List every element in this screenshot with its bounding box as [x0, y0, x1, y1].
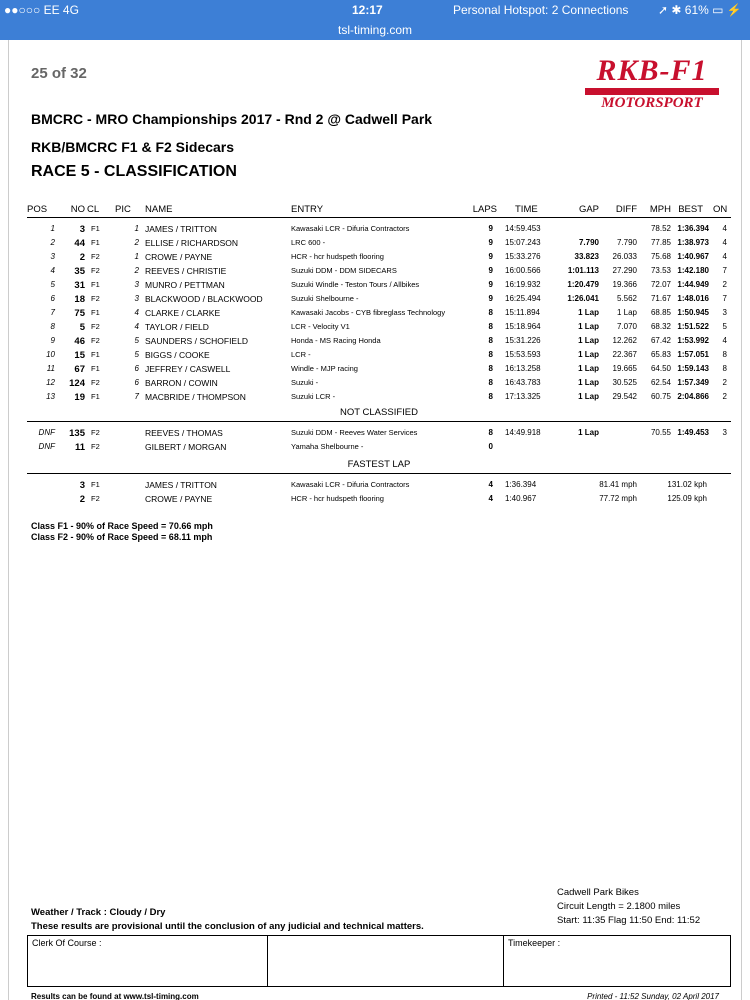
header-time: TIME — [515, 204, 538, 215]
cell-gap: 1 Lap — [578, 308, 599, 317]
cell-mph: 73.53 — [650, 266, 671, 275]
cell-cl: F1 — [91, 392, 100, 401]
cell-mph: 72.07 — [650, 280, 671, 289]
cell-on: 7 — [722, 266, 727, 275]
cell-mph: 62.54 — [650, 378, 671, 387]
carrier-signal: ●●○○○ EE 4G — [4, 3, 79, 17]
ios-status-bar — [0, 0, 750, 22]
race-title: RACE 5 - CLASSIFICATION — [31, 163, 237, 180]
header-entry: ENTRY — [291, 204, 324, 215]
cell-on: 4 — [722, 252, 727, 261]
cell-mph: 65.83 — [650, 350, 671, 359]
fastest-lap-rows — [27, 478, 731, 506]
cell-diff: 29.542 — [612, 392, 637, 401]
cell-entry: Kawasaki Jacobs - CYB fibreglass Technology — [291, 308, 446, 317]
table-row — [27, 320, 731, 334]
cell-diff: 5.562 — [616, 294, 637, 303]
cell-cl: F1 — [91, 480, 100, 489]
cell-best: 1:57.349 — [677, 378, 709, 387]
cell-diff: 30.525 — [612, 378, 637, 387]
cell-no: 18 — [74, 294, 85, 305]
class-note-f1: Class F1 - 90% of Race Speed = 70.66 mph — [31, 521, 213, 531]
not-classified-heading — [27, 404, 731, 422]
cell-pic: 1 — [134, 252, 139, 261]
cell-time: 15:07.243 — [505, 238, 541, 247]
cell-mph: 64.50 — [650, 364, 671, 373]
cell-cl: F2 — [91, 494, 100, 503]
cell-pic: 6 — [134, 364, 139, 373]
table-row — [27, 278, 731, 292]
cell-pos: 4 — [50, 266, 55, 275]
cell-cl: F2 — [91, 322, 100, 331]
cell-laps: 8 — [488, 350, 493, 359]
cell-pos: 13 — [46, 392, 55, 401]
classification-table — [27, 203, 731, 506]
cell-no: 31 — [74, 280, 85, 291]
address-bar[interactable] — [0, 22, 750, 40]
cell-kph: 125.09 kph — [667, 494, 707, 503]
cell-lap: 4 — [488, 494, 493, 503]
cell-cl: F1 — [91, 238, 100, 247]
results-link: Results can be found at www.tsl-timing.com — [31, 992, 199, 1000]
header-pic: PIC — [115, 204, 131, 215]
url-text[interactable]: tsl-timing.com — [337, 23, 412, 37]
cell-on: 3 — [722, 308, 727, 317]
cell-entry: Suzuki Windle - Teston Tours / Allbikes — [291, 280, 420, 289]
cell-name: REEVES / THOMAS — [145, 428, 223, 438]
cell-laps: 8 — [488, 364, 493, 373]
cell-best: 2:04.866 — [677, 392, 709, 401]
cell-gap: 1 Lap — [578, 378, 599, 387]
table-row — [27, 264, 731, 278]
cell-gap: 1 Lap — [578, 392, 599, 401]
cell-pic: 5 — [134, 336, 139, 345]
cell-time: 15:11.894 — [505, 308, 540, 317]
cell-diff: 7.070 — [616, 322, 637, 331]
cell-name: REEVES / CHRISTIE — [145, 266, 227, 276]
cell-time: 15:18.964 — [505, 322, 541, 331]
fastest-lap-heading — [27, 456, 731, 474]
cell-name: JEFFREY / CASWELL — [145, 364, 231, 374]
circuit-length: Circuit Length = 2.1800 miles — [557, 901, 681, 912]
cell-best: 1:50.945 — [677, 308, 709, 317]
cell-mph: 71.67 — [650, 294, 671, 303]
cell-pos: DNF — [38, 442, 55, 451]
cell-name: BARRON / COWIN — [145, 378, 218, 388]
cell-best: 1:44.949 — [677, 280, 709, 289]
cell-gap: 1:20.479 — [567, 280, 599, 289]
cell-laps: 8 — [488, 378, 493, 387]
cell-time: 16:43.783 — [505, 378, 541, 387]
cell-pos: 1 — [50, 224, 55, 233]
cell-kph: 131.02 kph — [667, 480, 707, 489]
signature-blank-cell — [268, 936, 504, 986]
results-rows — [27, 222, 731, 404]
cell-name: JAMES / TRITTON — [145, 224, 217, 234]
cell-cl: F2 — [91, 442, 100, 451]
cell-cl: F2 — [91, 252, 100, 261]
cell-entry: Windle - MJP racing — [291, 364, 358, 373]
cell-entry: Kawasaki LCR - Difuria Contractors — [291, 480, 410, 489]
cell-no: 2 — [79, 252, 85, 263]
cell-lap: 4 — [488, 480, 493, 489]
cell-diff: 12.262 — [612, 336, 637, 345]
clerk-label: Clerk Of Course : — [32, 938, 102, 948]
cell-pos: 3 — [50, 252, 55, 261]
fastest-lap-label: FASTEST LAP — [347, 459, 411, 470]
cell-name: BLACKWOOD / BLACKWOOD — [145, 294, 263, 304]
cell-laps: 8 — [488, 308, 493, 317]
cell-entry: Suzuki - — [291, 378, 319, 387]
cell-no: 124 — [69, 378, 85, 389]
cell-diff: 19.665 — [612, 364, 637, 373]
cell-gap: 1 Lap — [578, 364, 599, 373]
cell-diff: 19.366 — [612, 280, 637, 289]
cell-no: 75 — [74, 308, 85, 319]
cell-name: BIGGS / COOKE — [145, 350, 210, 360]
cell-diff: 22.367 — [612, 350, 637, 359]
table-row — [27, 292, 731, 306]
cell-time: 14:59.453 — [505, 224, 541, 233]
logo-text-main: RKB-F1 — [596, 54, 708, 87]
cell-time: 14:49.918 — [505, 428, 541, 437]
cell-laps: 9 — [488, 238, 493, 247]
cell-no: 67 — [74, 364, 85, 375]
not-classified-rows — [27, 426, 731, 454]
header-gap: GAP — [578, 204, 599, 215]
cell-cl: F1 — [91, 308, 100, 317]
cell-entry: HCR - hcr hudspeth flooring — [291, 494, 384, 503]
cell-on: 2 — [722, 280, 727, 289]
header-on: ON — [713, 204, 728, 215]
not-classified-label: NOT CLASSIFIED — [340, 407, 418, 418]
cell-gap: 1 Lap — [578, 322, 599, 331]
cell-pos: 2 — [50, 238, 55, 247]
table-row — [27, 250, 731, 264]
cell-cl: F2 — [91, 336, 100, 345]
cell-no: 3 — [79, 480, 85, 491]
cell-time: 16:25.494 — [505, 294, 541, 303]
table-header — [27, 203, 731, 218]
printed-timestamp: Printed - 11:52 Sunday, 02 April 2017 — [587, 992, 719, 1000]
cell-best: 1:49.453 — [677, 428, 709, 437]
cell-on: 8 — [722, 350, 727, 359]
logo-bar — [585, 88, 719, 95]
cell-gap: 1 Lap — [578, 336, 599, 345]
table-row — [27, 376, 731, 390]
cell-best: 1:51.522 — [677, 322, 709, 331]
cell-on: 7 — [722, 294, 727, 303]
cell-cl: F1 — [91, 280, 100, 289]
cell-mph: 77.72 mph — [599, 494, 637, 503]
signature-box — [27, 935, 731, 987]
cell-time: 15:53.593 — [505, 350, 541, 359]
cell-best: 1:36.394 — [677, 224, 709, 233]
provisional-notice: These results are provisional until the conclusion of any judicial and technical matters. — [31, 921, 424, 932]
results-document — [8, 40, 742, 1000]
race-times: Start: 11:35 Flag 11:50 End: 11:52 — [557, 915, 701, 926]
cell-no: 135 — [69, 428, 85, 439]
results-body — [27, 222, 731, 404]
cell-laps: 9 — [488, 224, 493, 233]
cell-no: 44 — [74, 238, 85, 249]
cell-laps: 9 — [488, 294, 493, 303]
table-row — [27, 334, 731, 348]
cell-cl: F2 — [91, 294, 100, 303]
cell-entry: LCR - — [291, 350, 311, 359]
cell-pos: 6 — [50, 294, 55, 303]
cell-best: 1:42.180 — [677, 266, 709, 275]
cell-pic: 1 — [134, 224, 139, 233]
table-row — [27, 236, 731, 250]
class-note-f2: Class F2 - 90% of Race Speed = 68.11 mph — [31, 532, 213, 542]
battery-icon: ➚ ✱ 61% ▭ ⚡ — [658, 3, 742, 17]
cell-gap: 7.790 — [578, 238, 599, 247]
cell-pic: 4 — [134, 322, 139, 331]
cell-mph: 78.52 — [650, 224, 671, 233]
cell-entry: Honda - MS Racing Honda — [291, 336, 381, 345]
cell-time: 16:19.932 — [505, 280, 541, 289]
cell-on: 3 — [722, 428, 727, 437]
cell-laps: 8 — [488, 322, 493, 331]
cell-entry: Kawasaki LCR - Difuria Contractors — [291, 224, 410, 233]
cell-name: MUNRO / PETTMAN — [145, 280, 225, 290]
cell-mph: 81.41 mph — [599, 480, 637, 489]
header-diff: DIFF — [615, 204, 637, 215]
cell-time: 15:31.226 — [505, 336, 541, 345]
cell-entry: Suzuki DDM - Reeves Water Services — [291, 428, 418, 437]
cell-entry: Suzuki DDM - DDM SIDECARS — [291, 266, 397, 275]
cell-no: 11 — [74, 442, 85, 453]
cell-diff: 1 Lap — [616, 308, 637, 317]
table-row — [27, 222, 731, 236]
cell-gap: 1 Lap — [578, 350, 599, 359]
cell-pos: 7 — [50, 308, 55, 317]
cell-time: 15:33.276 — [505, 252, 541, 261]
cell-no: 5 — [79, 322, 85, 333]
cell-pic: 2 — [134, 266, 139, 275]
cell-laps: 8 — [488, 392, 493, 401]
cell-pos: 11 — [46, 364, 55, 373]
cell-time: 17:13.325 — [505, 392, 541, 401]
table-row — [27, 306, 731, 320]
cell-best: 1:40.967 — [677, 252, 709, 261]
clock: 12:17 — [352, 3, 383, 17]
header-no: NO — [70, 204, 85, 215]
cell-mph: 77.85 — [650, 238, 671, 247]
cell-best: 1:38.973 — [677, 238, 709, 247]
cell-cl: F2 — [91, 378, 100, 387]
cell-time: 16:00.566 — [505, 266, 541, 275]
cell-pos: 5 — [50, 280, 55, 289]
cell-pos: 10 — [46, 350, 55, 359]
table-row — [27, 362, 731, 376]
cell-on: 4 — [722, 336, 727, 345]
timekeeper-cell — [504, 936, 730, 986]
cell-on: 5 — [722, 322, 727, 331]
cell-mph: 67.42 — [650, 336, 671, 345]
cell-cl: F2 — [91, 266, 100, 275]
cell-pic: 3 — [134, 280, 139, 289]
header-name: NAME — [145, 204, 173, 215]
cell-cl: F2 — [91, 428, 100, 437]
event-title: BMCRC - MRO Championships 2017 - Rnd 2 @ Cadwell Park — [31, 111, 433, 127]
header-mph: MPH — [649, 204, 671, 215]
cell-gap: 1:01.113 — [567, 266, 599, 275]
cell-pic: 4 — [134, 308, 139, 317]
cell-laps: 9 — [488, 280, 493, 289]
header-laps: LAPS — [472, 204, 497, 215]
cell-best: 1:48.016 — [677, 294, 709, 303]
header-cl: CL — [87, 204, 100, 215]
clerk-of-course-cell — [28, 936, 268, 986]
cell-name: JAMES / TRITTON — [145, 480, 217, 490]
cell-entry: Suzuki Shelbourne - — [291, 294, 359, 303]
cell-no: 46 — [74, 336, 85, 347]
fastest-lap-row — [27, 478, 731, 492]
cell-entry: Suzuki LCR - — [291, 392, 336, 401]
cell-cl: F1 — [91, 224, 100, 233]
cell-name: ELLISE / RICHARDSON — [145, 238, 239, 248]
logo-text-sub: MOTORSPORT — [601, 95, 703, 111]
circuit-name: Cadwell Park Bikes — [557, 887, 639, 898]
cell-on: 4 — [722, 224, 727, 233]
cell-mph: 60.75 — [650, 392, 671, 401]
cell-name: CROWE / PAYNE — [145, 494, 213, 504]
conditions — [31, 906, 424, 934]
cell-laps: 8 — [488, 428, 493, 437]
cell-pic: 5 — [134, 350, 139, 359]
circuit-info — [557, 886, 700, 928]
cell-pic: 3 — [134, 294, 139, 303]
cell-name: MACBRIDE / THOMPSON — [145, 392, 246, 402]
class-notes — [31, 521, 213, 543]
cell-cl: F1 — [91, 350, 100, 359]
cell-best: 1:59.143 — [677, 364, 709, 373]
cell-pic: 7 — [134, 392, 139, 401]
cell-no: 2 — [79, 494, 85, 505]
cell-no: 35 — [74, 266, 85, 277]
table-row — [27, 390, 731, 404]
cell-pos: 8 — [50, 322, 55, 331]
cell-diff: 27.290 — [612, 266, 637, 275]
cell-no: 15 — [74, 350, 85, 361]
cell-entry: HCR - hcr hudspeth flooring — [291, 252, 384, 261]
cell-on: 2 — [722, 378, 727, 387]
cell-on: 4 — [722, 238, 727, 247]
cell-no: 3 — [79, 224, 85, 235]
weather-track: Weather / Track : Cloudy / Dry — [31, 907, 166, 918]
cell-best: 1:57.051 — [677, 350, 709, 359]
cell-gap: 33.823 — [574, 252, 599, 261]
timekeeper-label: Timekeeper : — [508, 938, 561, 948]
cell-cl: F1 — [91, 364, 100, 373]
cell-diff: 26.033 — [612, 252, 637, 261]
cell-pic: 6 — [134, 378, 139, 387]
table-row — [27, 440, 731, 454]
fastest-lap-row — [27, 492, 731, 506]
page-counter: 25 of 32 — [31, 65, 87, 82]
cell-pos: 9 — [50, 336, 55, 345]
table-row — [27, 348, 731, 362]
series-title: RKB/BMCRC F1 & F2 Sidecars — [31, 139, 235, 155]
cell-entry: LCR - Velocity V1 — [291, 322, 350, 331]
hotspot-status[interactable]: Personal Hotspot: 2 Connections — [453, 3, 629, 17]
cell-on: 2 — [722, 392, 727, 401]
cell-time: 16:13.258 — [505, 364, 541, 373]
cell-name: GILBERT / MORGAN — [145, 442, 227, 452]
cell-gap: 1 Lap — [578, 428, 599, 437]
cell-laps: 9 — [488, 266, 493, 275]
cell-pos: 12 — [46, 378, 55, 387]
cell-gap: 1:26.041 — [567, 294, 599, 303]
cell-name: TAYLOR / FIELD — [145, 322, 209, 332]
cell-best: 1:53.992 — [677, 336, 709, 345]
cell-time: 1:36.394 — [505, 480, 537, 489]
cell-name: CLARKE / CLARKE — [145, 308, 221, 318]
cell-pic: 2 — [134, 238, 139, 247]
cell-mph: 70.55 — [650, 428, 671, 437]
cell-on: 8 — [722, 364, 727, 373]
cell-entry: LRC 600 - — [291, 238, 326, 247]
cell-mph: 68.85 — [650, 308, 671, 317]
rkb-f1-logo — [577, 54, 727, 112]
cell-no: 19 — [74, 392, 85, 403]
header-pos: POS — [27, 204, 48, 215]
cell-time: 1:40.967 — [505, 494, 537, 503]
cell-diff: 7.790 — [616, 238, 637, 247]
cell-pos: DNF — [38, 428, 55, 437]
cell-entry: Yamaha Shelbourne - — [291, 442, 364, 451]
table-row — [27, 426, 731, 440]
cell-name: CROWE / PAYNE — [145, 252, 213, 262]
cell-laps: 8 — [488, 336, 493, 345]
cell-mph: 75.68 — [650, 252, 671, 261]
cell-laps: 0 — [488, 442, 493, 451]
cell-laps: 9 — [488, 252, 493, 261]
header-best: BEST — [678, 204, 703, 215]
cell-mph: 68.32 — [650, 322, 671, 331]
cell-name: SAUNDERS / SCHOFIELD — [145, 336, 248, 346]
